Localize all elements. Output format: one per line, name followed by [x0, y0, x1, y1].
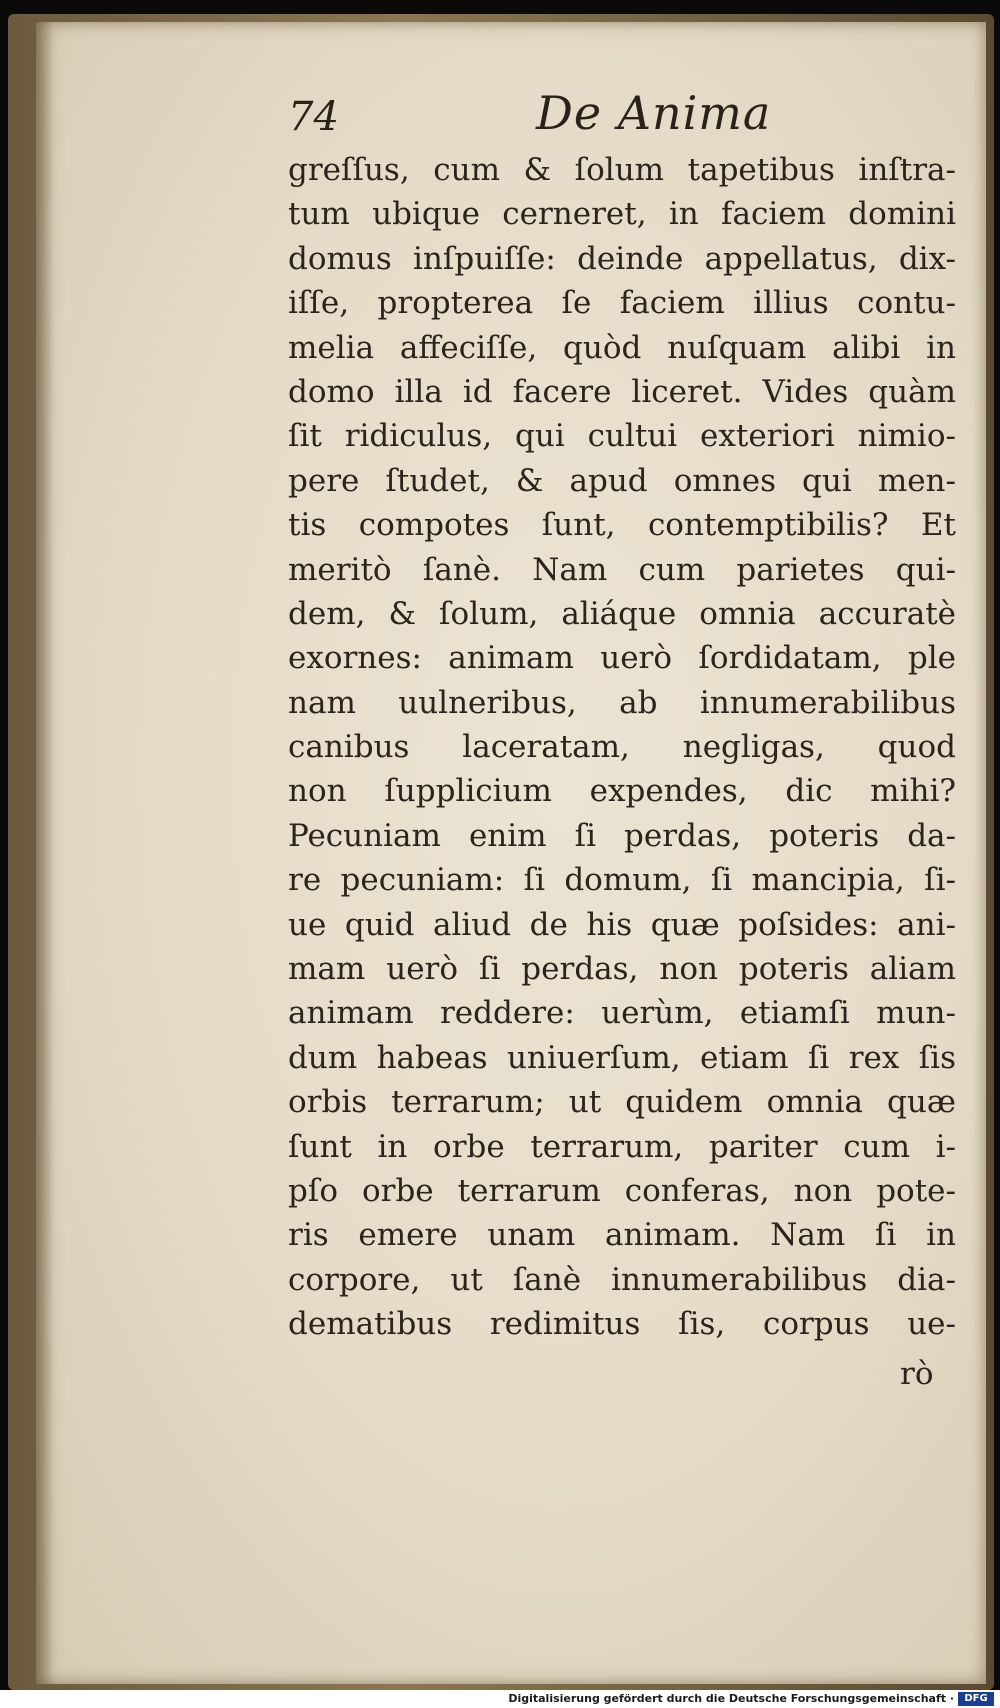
text-line: dum habeas uniuerſum, etiam ſi rex ſis	[288, 1039, 956, 1076]
dfg-logo-icon: DFG	[958, 1692, 994, 1706]
text-line: nam uulneribus, ab innumerabilibus	[288, 684, 956, 721]
text-line: domus inſpuiſſe: deinde appellatus, dix-	[288, 240, 956, 277]
page-number: 74	[288, 94, 339, 140]
text-line: pere ſtudet, & apud omnes qui men-	[288, 462, 956, 499]
text-line: corpore, ut ſanè innumerabilibus dia-	[288, 1261, 956, 1298]
text-line: dematibus redimitus ſis, corpus ue-	[288, 1306, 956, 1343]
text-line: Pecuniam enim ſi perdas, poteris da-	[288, 817, 956, 854]
text-line: pſo orbe terrarum conferas, non pote-	[288, 1172, 956, 1209]
running-title: De Anima	[536, 86, 772, 140]
text-line: animam reddere: uerùm, etiamſi mun-	[288, 995, 956, 1032]
text-line: tum ubique cerneret, in faciem domini	[288, 196, 956, 233]
text-line: ris emere unam animam. Nam ſi in	[288, 1217, 956, 1254]
text-line: melia affeciſſe, quòd nuſquam alibi in	[288, 329, 956, 366]
text-line: canibus laceratam, negligas, quod	[288, 729, 956, 766]
text-line: mam uerò ſi perdas, non poteris aliam	[288, 951, 956, 988]
text-line: dem, & ſolum, aliáque omnia accuratè	[288, 595, 956, 632]
page-header	[288, 86, 948, 146]
text-line: domo illa id facere liceret. Vides quàm	[288, 373, 956, 410]
text-line: re pecuniam: ſi domum, ſi mancipia, ſi-	[288, 862, 956, 899]
text-line: ſunt in orbe terrarum, pariter cum i-	[288, 1128, 956, 1165]
digitization-footer	[0, 1690, 1000, 1708]
text-line: orbis terrarum; ut quidem omnia quæ	[288, 1084, 956, 1121]
text-line: ue quid aliud de his quæ poſsides: ani-	[288, 906, 956, 943]
text-line: ſit ridiculus, qui cultui exteriori nimio-	[288, 418, 956, 455]
text-line: iſſe, propterea ſe faciem illius contu-	[288, 285, 956, 322]
text-line: exornes: animam uerò ſordidatam, ple	[288, 640, 956, 677]
gutter-shadow	[36, 22, 54, 1684]
text-line: greſſus, cum & ſolum tapetibus inſtra-	[288, 152, 956, 188]
text-line: meritò ſanè. Nam cum parietes qui-	[288, 551, 956, 588]
text-line: tis compotes ſunt, contemptibilis? Et	[288, 507, 956, 544]
text-line: non ſupplicium expendes, dic mihi?	[288, 773, 956, 810]
funding-credit: Digitalisierung gefördert durch die Deutsche Forschungsgemeinschaft ·	[508, 1692, 954, 1705]
body-text	[288, 148, 956, 1347]
catchword: rò	[900, 1356, 934, 1392]
